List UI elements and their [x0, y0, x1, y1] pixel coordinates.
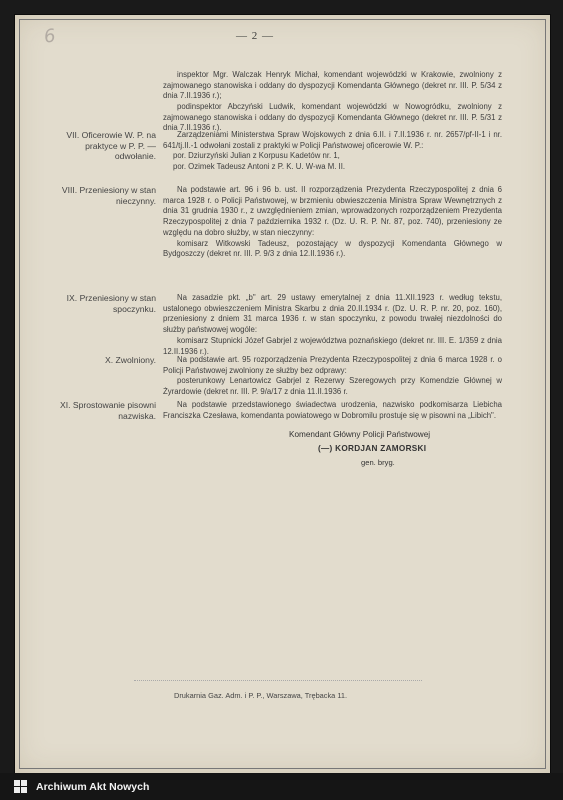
section-11-label: XI. Sprostowanie pisowni nazwiska.: [59, 400, 156, 421]
section-item: por. Ozimek Tadeusz Antoni z P. K. U. W-wa M. II.: [173, 162, 346, 172]
section-item: komisarz Witkowski Tadeusz, pozostający w dyspozycji Komendanta Głównego w Bydgoszczy (dekret nr. III. P. 9/3 z dnia 12.II.1936 r.).: [163, 238, 502, 259]
archive-footer: [0, 773, 563, 800]
section-10-body: [163, 355, 502, 398]
section-text: Na podstawie art. 95 rozporządzenia Prezydenta Rzeczypospolitej z dnia 6 marca 1928 r. o Policji Państwowej zwolniony ze służby bez odprawy:: [163, 355, 502, 375]
signature-name: (—) KORDJAN ZAMORSKI: [318, 444, 427, 453]
section-text: Na zasadzie pkt. „b" art. 29 ustawy emerytalnej z dnia 11.XII.1923 r. według tekstu, ustalonego obwieszczeniem Ministra Skarbu z dnia 20.II.1934 r. (Dz. U. R. P. nr. 20, poz. 160), przeniesiony z dniem 31 marca 1936 r. w stan spoczynku, z powodu trwałej niezdolności do służby państwowej wogóle:: [163, 293, 502, 335]
section-item: por. Dziurzyński Julian z Korpusu Kadetów nr. 1,: [173, 151, 340, 161]
section-7-label: VII. Oficerowie W. P. na praktyce w P. P. — odwołanie.: [66, 130, 156, 161]
archive-label: Archiwum Akt Nowych: [36, 780, 150, 793]
section-item: posterunkowy Lenartowicz Gabrjel z Rezerwy Szeregowych przy Komendzie Głównej w Żyrardowie (dekret nr. III. P. 9/a/17 z dnia 11.II.1936 r.: [163, 376, 502, 397]
section-item: komisarz Stupnicki Józef Gabrjel z województwa poznańskiego (dekret nr. III. E. 1/359 z dnia 12.II.1936 r.).: [163, 335, 502, 356]
section-text: Zarządzeniami Ministerstwa Spraw Wojskowych z dnia 6.II. i 7.II.1936 r. nr. 2657/pf-II-1 i nr. 641/tj.II.-1 odwołani zostali z praktyki w Policji Państwowej oficerowie W. P.:: [163, 130, 502, 150]
paragraph-walczak: [163, 70, 502, 102]
section-9-label: IX. Przeniesiony w stan spoczynku.: [66, 293, 156, 314]
section-11-body: [163, 400, 502, 421]
section-text: Na podstawie przedstawionego świadectwa urodzenia, nazwisko podkomisarza Liebicha Franciszka Czesława, komendanta powiatowego w Dobromilu prostuje się w pisowni na „Libich".: [163, 400, 502, 420]
paragraph-text: inspektor Mgr. Walczak Henryk Michał, komendant wojewódzki w Krakowie, zwolniony z zajmowanego stanowiska i oddany do dyspozycji Komendanta Głównego (dekret nr. III. P. 5/34 z dnia 7.II.1936 r.);: [163, 70, 502, 101]
section-8-body: [163, 185, 502, 260]
page-number: — 2 —: [236, 30, 274, 42]
paragraph-text: podinspektor Abczyński Ludwik, komendant wojewódzki w Nowogródku, zwolniony z zajmowanego stanowiska i oddany do dyspozycji Komendanta Głównego (dekret nr. III. P. 5/31 z dnia 7.II.1936 r.).: [163, 102, 502, 133]
section-text: Na podstawie art. 96 i 96 b. ust. II rozporządzenia Prezydenta Rzeczypospolitej z dnia 6 marca 1928 r. o Policji Państwowej, w brzmieniu obwieszczenia Ministra Spraw Wewnętrznych z dnia 31 grudnia 1930 r., z uwzględnieniem zmian, wprowadzonych rozporządzeniem Prezydenta Rzeczypospolitej z dnia 7 października 1932 r. (Dz. U. R. P. Nr. 87, poz. 740), przeniesiony ze względu na dobro służby, w stan nieczynny:: [163, 185, 502, 237]
archive-logo-icon: [14, 780, 28, 794]
printer-line: Drukarnia Gaz. Adm. i P. P., Warszawa, Trębacka 11.: [174, 691, 348, 700]
section-7-body: [163, 130, 502, 173]
signature-rank: gen. bryg.: [361, 458, 395, 467]
printer-divider: [134, 680, 422, 681]
section-9-body: [163, 293, 502, 357]
section-10-label: X. Zwolniony.: [105, 355, 156, 365]
handwritten-page-note: 6: [42, 25, 57, 48]
signature-title: Komendant Główny Policji Państwowej: [289, 430, 431, 439]
section-8-label: VIII. Przeniesiony w stan nieczynny.: [61, 185, 156, 206]
